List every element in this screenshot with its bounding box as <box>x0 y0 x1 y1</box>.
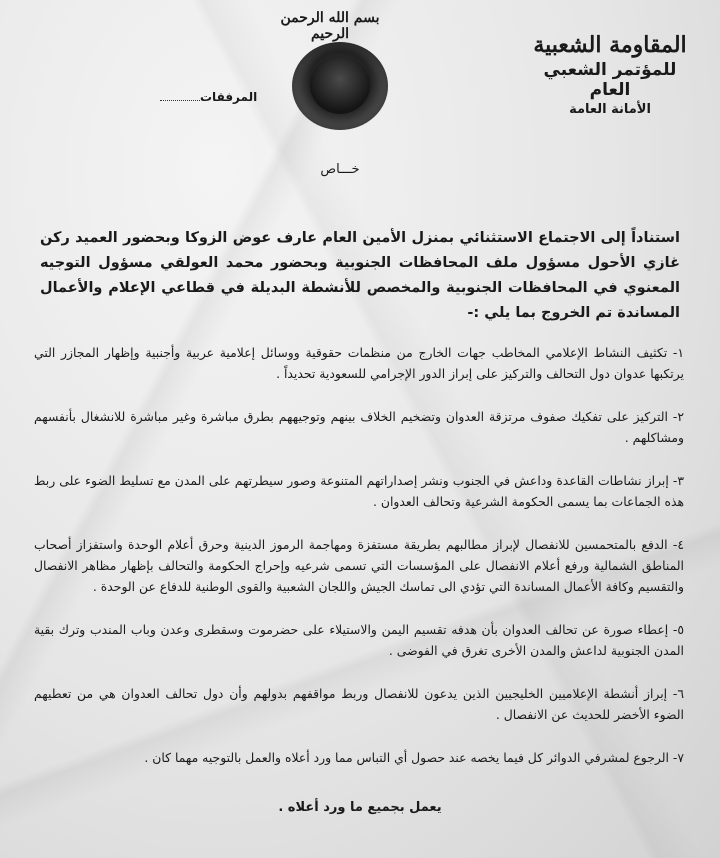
list-item: ٣- إبراز نشاطات القاعدة وداعش في الجنوب ونشر إصداراتهم المتنوعة وصور سيطرتهم على المدن مع تسليط الضوء على ربط هذه الجماعات بما يسمى الحكومة الشرعية وتحالف العدوان . <box>34 473 684 509</box>
list-item: ١- تكثيف النشاط الإعلامي المخاطب جهات الخارج من منظمات حقوقية ووسائل إعلامية عربية وأجنبية وإظهار المجازر التي يرتكبها عدوان دول التحالف والتركيز على إبراز الدور الإجرامي للسعودية تحديداً . <box>34 345 684 381</box>
intro-paragraph: استناداً إلى الاجتماع الاستثنائي بمنزل الأمين العام عارف عوض الزوكا وبحضور العميد ركن غازي الأحول مسؤول ملف المحافظات الجنوبية وبحضور محمد العولقي مسؤول التوجيه المعنوي في المحافظات الجنوبية والمخصص للأنشطة البديلة في قطاعي الإعلام والأعمال المساندة تم الخروج بما يلي :- <box>40 230 680 321</box>
attachments-label: المرفقات <box>200 90 258 104</box>
list-item: ٥- إعطاء صورة عن تحالف العدوان بأن هدفه تقسيم اليمن والاستيلاء على حضرموت وسقطرى وعدن وباب المندب وترك بقية المدن الجنوبية لداعش والمدن الأخرى تغرق في الفوضى . <box>34 622 684 658</box>
list-item: ٢- التركيز على تفكيك صفوف مرتزقة العدوان وتضخيم الخلاف بينهم وتوجيههم بطرق مباشرة وغير مباشرة للانشغال بأنفسهم ومشاكلهم . <box>34 409 684 445</box>
list-item: ٤- الدفع بالمتحمسين للانفصال لإبراز مطالبهم بطريقة مستفزة ومهاجمة الرموز الدينية وحرق أعلام الوحدة واستفزاز أصحاب المناطق الشمالية ورفع أعلام الانفصال على المؤسسات التي تسمى شرعيه وإحراج الحكومة والتحالف بإظهار مظاهر الانفصال والتقسيم وكافة الأعمال المساندة التي تؤدي الى تماسك الجيش واللجان الشعبية والقوى الوطنية للدفاع عن الوحدة . <box>34 537 684 594</box>
attachments-field <box>160 90 257 104</box>
org-name-line-3: الأمانة العامة <box>569 102 651 117</box>
emblem-center <box>310 56 370 114</box>
emblem-icon <box>292 42 388 130</box>
basmala-heading: بسم الله الرحمن الرحيم <box>280 10 380 42</box>
org-name-line-2: للمؤتمر الشعبي العام <box>543 60 677 100</box>
attachments-value-blank <box>160 100 200 101</box>
directives-list <box>34 342 684 790</box>
classification-label: خـــاص <box>320 162 360 177</box>
organization-header <box>530 32 690 117</box>
list-item: ٧- الرجوع لمشرفي الدوائر كل فيما يخصه عند حصول أي التباس مما ورد أعلاه والعمل بالتوجيه مهما كان . <box>144 750 684 765</box>
org-name-line-1: المقاومة الشعبية <box>533 32 687 58</box>
closing-line: يعمل بجميع ما ورد أعلاه . <box>278 800 442 815</box>
list-item: ٦- إبراز أنشطة الإعلاميين الخليجيين الذين يدعون للانفصال وربط مواقفهم بدولهم وأن دول تحالف العدوان هي من تعطيهم الضوء الأخضر للحديث عن الانفصال . <box>34 686 684 722</box>
